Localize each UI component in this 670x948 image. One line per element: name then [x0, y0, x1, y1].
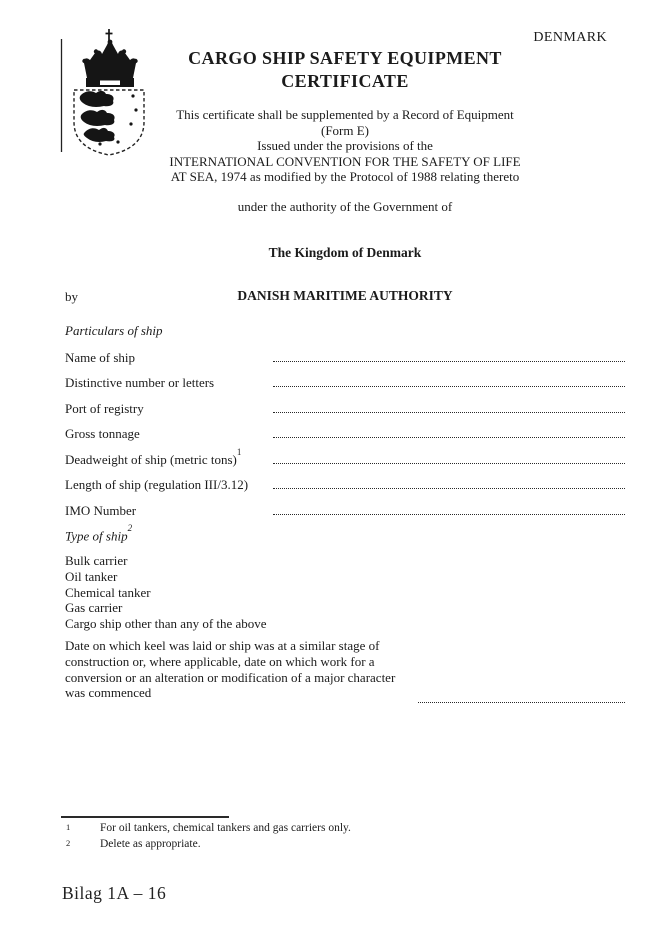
- footnote-2: [60, 837, 605, 853]
- field-row-distinctive-number: [65, 371, 625, 397]
- issuing-authority-row: [65, 288, 625, 304]
- keel-date-text: Date on which keel was laid or ship was at a similar stage of construction or, where applicable, date on which work for a conversion or an alteration or modification of a major character was commenced: [65, 638, 396, 701]
- field-label: Gross tonnage: [65, 426, 140, 442]
- field-label: Name of ship: [65, 349, 136, 365]
- ship-type-option: Cargo ship other than any of the above: [65, 615, 267, 631]
- ship-type-option: Oil tanker: [65, 568, 118, 584]
- field-entry-line: [273, 462, 625, 464]
- intro-line: (Form E): [320, 122, 370, 138]
- field-row-imo-number: [65, 499, 625, 525]
- page-reference: Bilag 1A – 16: [62, 883, 167, 903]
- ship-type-option: Chemical tanker: [65, 584, 151, 600]
- field-label: Deadweight of ship (metric tons)$^1$: [65, 446, 242, 467]
- authority-line: under the authority of the Government of: [237, 198, 453, 214]
- field-label: Distinctive number or letters: [65, 375, 215, 391]
- field-row-port-of-registry: [65, 397, 625, 423]
- field-entry-line: [273, 487, 625, 489]
- field-label: Port of registry: [65, 400, 144, 416]
- field-entry-line: [273, 385, 625, 387]
- field-row-length-of-ship: [65, 473, 625, 499]
- field-entry-line: [273, 411, 625, 413]
- footnote-text: For oil tankers, chemical tankers and gas carriers only.: [100, 822, 351, 834]
- intro-paragraph: [65, 107, 625, 185]
- field-row-deadweight: [65, 448, 625, 474]
- government-name: The Kingdom of Denmark: [268, 244, 422, 260]
- footnote-1: [60, 821, 605, 837]
- field-entry-line: [273, 513, 625, 515]
- particulars-fields: [65, 346, 625, 525]
- certificate-title-line1: CARGO SHIP SAFETY EQUIPMENT: [188, 48, 502, 68]
- footnote-marker: 2: [66, 837, 71, 848]
- footnotes: [60, 816, 605, 852]
- footnote-marker: 1: [66, 822, 71, 832]
- ship-type-option: Bulk carrier: [65, 553, 128, 569]
- field-label: IMO Number: [65, 502, 137, 518]
- intro-line: Issued under the provisions of the: [257, 138, 433, 154]
- field-entry-line: [273, 360, 625, 362]
- footnote-divider: [61, 816, 229, 818]
- by-label: by: [65, 288, 78, 304]
- issuing-authority-name: DANISH MARITIME AUTHORITY: [237, 287, 453, 303]
- intro-line: INTERNATIONAL CONVENTION FOR THE SAFETY OF LIFE: [169, 153, 521, 169]
- field-row-gross-tonnage: [65, 422, 625, 448]
- type-of-ship-heading: Type of ship$^2$: [65, 523, 133, 544]
- country-label: DENMARK: [533, 30, 607, 45]
- particulars-heading: Particulars of ship: [65, 322, 163, 338]
- ship-type-option: Gas carrier: [65, 600, 123, 616]
- field-entry-line: [273, 436, 625, 438]
- certificate-title-line2: CERTIFICATE: [281, 71, 409, 91]
- keel-date-entry-line: [418, 701, 625, 703]
- field-label: Length of ship (regulation III/3.12): [65, 477, 249, 493]
- ship-type-options: [65, 553, 625, 631]
- keel-date-section: [65, 638, 625, 702]
- footnote-text: Delete as appropriate.: [100, 837, 201, 850]
- certificate-title: [65, 47, 625, 93]
- field-row-name-of-ship: [65, 346, 625, 372]
- intro-line: AT SEA, 1974 as modified by the Protocol of 1988 relating thereto: [170, 169, 520, 185]
- intro-line: This certificate shall be supplemented by a Record of Equipment: [176, 107, 514, 122]
